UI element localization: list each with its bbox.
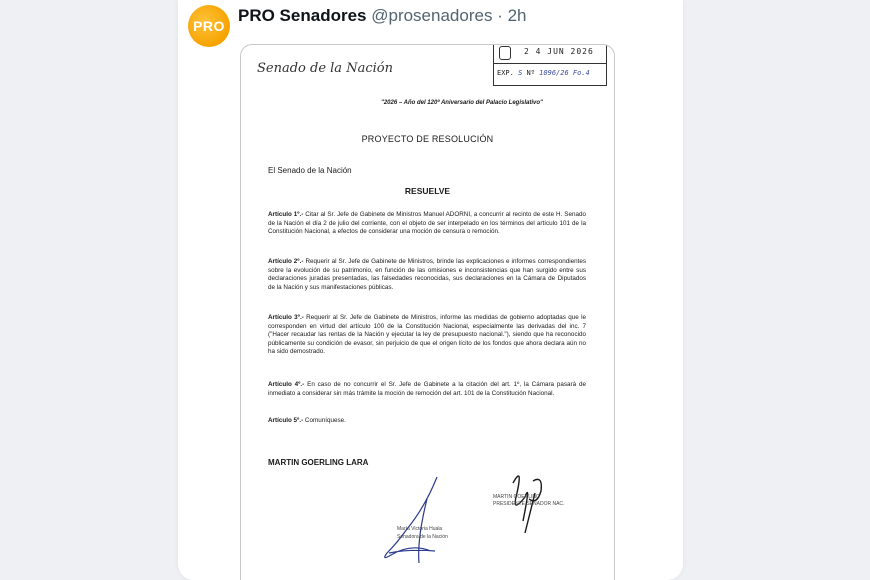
year-motto: "2026 – Año del 120º Aniversario del Palacio Legislativo"	[381, 100, 543, 106]
signature-left-caption-2: Senadora de la Nación	[397, 534, 448, 540]
article-label: Artículo 3º.-	[268, 314, 304, 321]
stamp-exp-fojas: Fo.4	[572, 69, 590, 77]
article-label: Artículo 5º.-	[268, 417, 304, 424]
article-text: Requerir al Sr. Jefe de Gabinete de Ministros, informe las medidas de gobierno adoptadas que le corresponden en virtud del artículo 100 de la Constitución Nacional, especialmente las derivadas del inc. 7 ("Hacer recaudar las rentas de la Nación y ejecutar la ley de presupuesto nacional."), siendo que ha reconocido públicamente su condición de evasor, sin perjuicio de que el origen lícito de los fondos que ahora declara aún no ha sido demostrado.	[268, 314, 587, 356]
article-label: Artículo 2º.-	[268, 258, 304, 265]
article-label: Artículo 4º.-	[268, 381, 305, 388]
addressee: El Senado de la Nación	[268, 166, 352, 175]
article-label: Artículo 1º.-	[268, 211, 304, 218]
signer-name: MARTIN GOERLING LARA	[268, 458, 369, 467]
header-separator: ·	[497, 6, 503, 25]
article-text: En caso de no concurrir el Sr. Jefe de Gabinete a la citación del art. 1º, la Cámara pasará de inmediato a considerar sin más trámite la moción de remoción del art. 101 de la Constitución Nacional.	[268, 381, 586, 397]
article-text: Requerir al Sr. Jefe de Gabinete de Ministros, brinde las explicaciones e informes correspondientes sobre la evolución de su patrimonio, en función de las omisiones e inconsistencias que han surgido entre sus declaraciones juradas presentadas, las falsedades reconocidas, sus declaraciones en la Cámara de Diputados de la Nación y sus manifestaciones públicas.	[268, 258, 586, 291]
stamp-nro-label: Nº	[526, 69, 535, 77]
signature-right-caption-1: MARTIN GOERLING	[493, 494, 540, 500]
signature-left	[385, 477, 437, 563]
stamp-date: 2 4 JUN 2026	[524, 47, 594, 56]
signature-left-caption-1: María Victoria Huala	[397, 526, 443, 532]
signatures-graphic	[241, 45, 614, 580]
attached-document-image[interactable]	[240, 44, 615, 580]
stamp-exp-label: EXP.	[497, 69, 514, 77]
document-title: PROYECTO DE RESOLUCIÓN	[361, 134, 494, 144]
display-name[interactable]: PRO Senadores	[238, 6, 367, 25]
tweet-header	[238, 6, 527, 26]
stamp-exp-s: S	[518, 69, 523, 77]
avatar[interactable]	[188, 5, 230, 47]
resolves-heading: RESUELVE	[404, 186, 451, 196]
stamp-exp-number: 1096/26	[539, 69, 569, 77]
letterhead: Senado de la Nación	[257, 61, 393, 76]
tweet-card[interactable]	[178, 0, 683, 580]
signature-right-caption-2: PRESIDENTE SENADOR NAC.	[493, 501, 565, 507]
avatar-logo-text: PRO	[193, 18, 225, 34]
article-text: Citar al Sr. Jefe de Gabinete de Ministros Manuel ADORNI, a concurrir al recinto de este H. Senado de la Nación el día 2 de julio del corriente, con el objeto de ser interpelado en los términos del artículo 101 de la Constitución Nacional, a efectos de considerar una moción de censura o remoción.	[268, 211, 587, 236]
article-text: Comuníquese.	[303, 417, 346, 424]
user-handle[interactable]: @prosenadores	[371, 6, 493, 25]
post-time[interactable]: 2h	[507, 6, 527, 25]
